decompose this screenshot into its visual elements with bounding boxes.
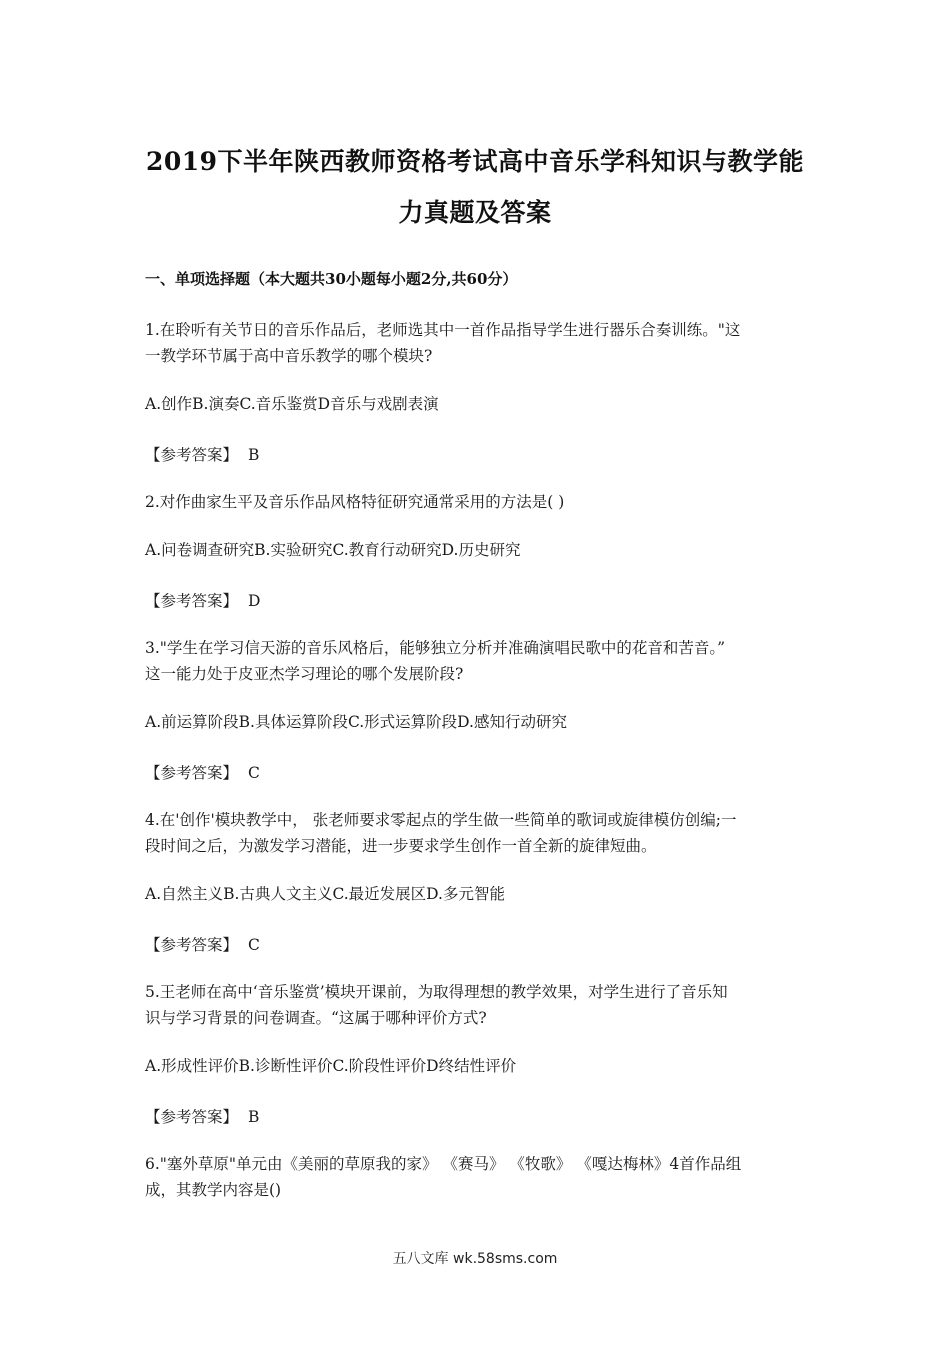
question-5-stem-line-2: 识与学习背景的问卷调查。“这属于哪种评价方式? xyxy=(145,1009,487,1027)
answer-value: D xyxy=(248,592,261,610)
question-1-options: A.创作B.演奏C.音乐鉴赏D音乐与戏剧表演 xyxy=(145,395,439,413)
question-4-stem xyxy=(145,807,810,859)
question-2-options: A.问卷调查研究B.实验研究C.教育行动研究D.历史研究 xyxy=(145,541,521,559)
question-5-answer xyxy=(145,1105,259,1127)
question-5-stem xyxy=(145,979,810,1031)
question-6-stem-line-1: 6."塞外草原"单元由《美丽的草原我的家》 《赛马》 《牧歌》 《嘎达梅林》4首作品组 xyxy=(145,1155,742,1173)
document-title-line-1: 2019下半年陕西教师资格考试高中音乐学科知识与教学能 xyxy=(145,147,805,176)
question-2-stem xyxy=(145,489,810,515)
answer-label: 【参考答案】 xyxy=(145,592,239,610)
question-4-answer xyxy=(145,933,260,955)
question-6-stem-line-2: 成，其教学内容是() xyxy=(145,1181,282,1199)
question-5-stem-line-1: 5.王老师在高中‘音乐鉴赏’模块开课前，为取得理想的教学效果，对学生进行了音乐知 xyxy=(145,983,728,1001)
document-title-line-2: 力真题及答案 xyxy=(398,198,552,227)
answer-value: B xyxy=(248,1108,260,1126)
answer-value: B xyxy=(248,446,260,464)
question-3-stem xyxy=(145,635,810,687)
question-4-stem-line-2: 段时间之后，为激发学习潜能，进一步要求学生创作一首全新的旋律短曲。 xyxy=(145,837,657,855)
section-heading: 一、单项选择题（本大题共30小题每小题2分,共60分） xyxy=(145,270,518,288)
question-1-stem-line-1: 1.在聆听有关节日的音乐作品后，老师选其中一首作品指导学生进行器乐合奏训练。"这 xyxy=(145,321,741,339)
question-5-options: A.形成性评价B.诊断性评价C.阶段性评价D终结性评价 xyxy=(145,1057,517,1075)
question-3-options: A.前运算阶段B.具体运算阶段C.形式运算阶段D.感知行动研究 xyxy=(145,713,567,731)
answer-label: 【参考答案】 xyxy=(145,446,239,464)
question-1-stem-line-2: 一教学环节属于高中音乐教学的哪个模块? xyxy=(145,347,433,365)
answer-label: 【参考答案】 xyxy=(145,936,239,954)
question-3-answer xyxy=(145,761,260,783)
question-3-stem-line-1: 3."学生在学习信天游的音乐风格后，能够独立分析并准确演唱民歌中的花音和苦音。” xyxy=(145,639,726,657)
question-2-answer xyxy=(145,589,260,611)
question-3-stem-line-2: 这一能力处于皮亚杰学习理论的哪个发展阶段? xyxy=(145,665,464,683)
question-1-answer xyxy=(145,443,259,465)
answer-label: 【参考答案】 xyxy=(145,1108,239,1126)
question-1-stem xyxy=(145,317,810,369)
answer-value: C xyxy=(248,764,260,782)
question-2-stem-line-1: 2.对作曲家生平及音乐作品风格特征研究通常采用的方法是( ) xyxy=(145,493,565,511)
question-4-options: A.自然主义B.古典人文主义C.最近发展区D.多元智能 xyxy=(145,885,505,903)
answer-label: 【参考答案】 xyxy=(145,764,239,782)
answer-value: C xyxy=(248,936,260,954)
question-6-stem xyxy=(145,1151,810,1203)
page-footer: 五八文库 wk.58sms.com xyxy=(392,1251,558,1267)
question-4-stem-line-1: 4.在'创作'模块教学中， 张老师要求零起点的学生做一些简单的歌词或旋律模仿创编;一 xyxy=(145,811,737,829)
